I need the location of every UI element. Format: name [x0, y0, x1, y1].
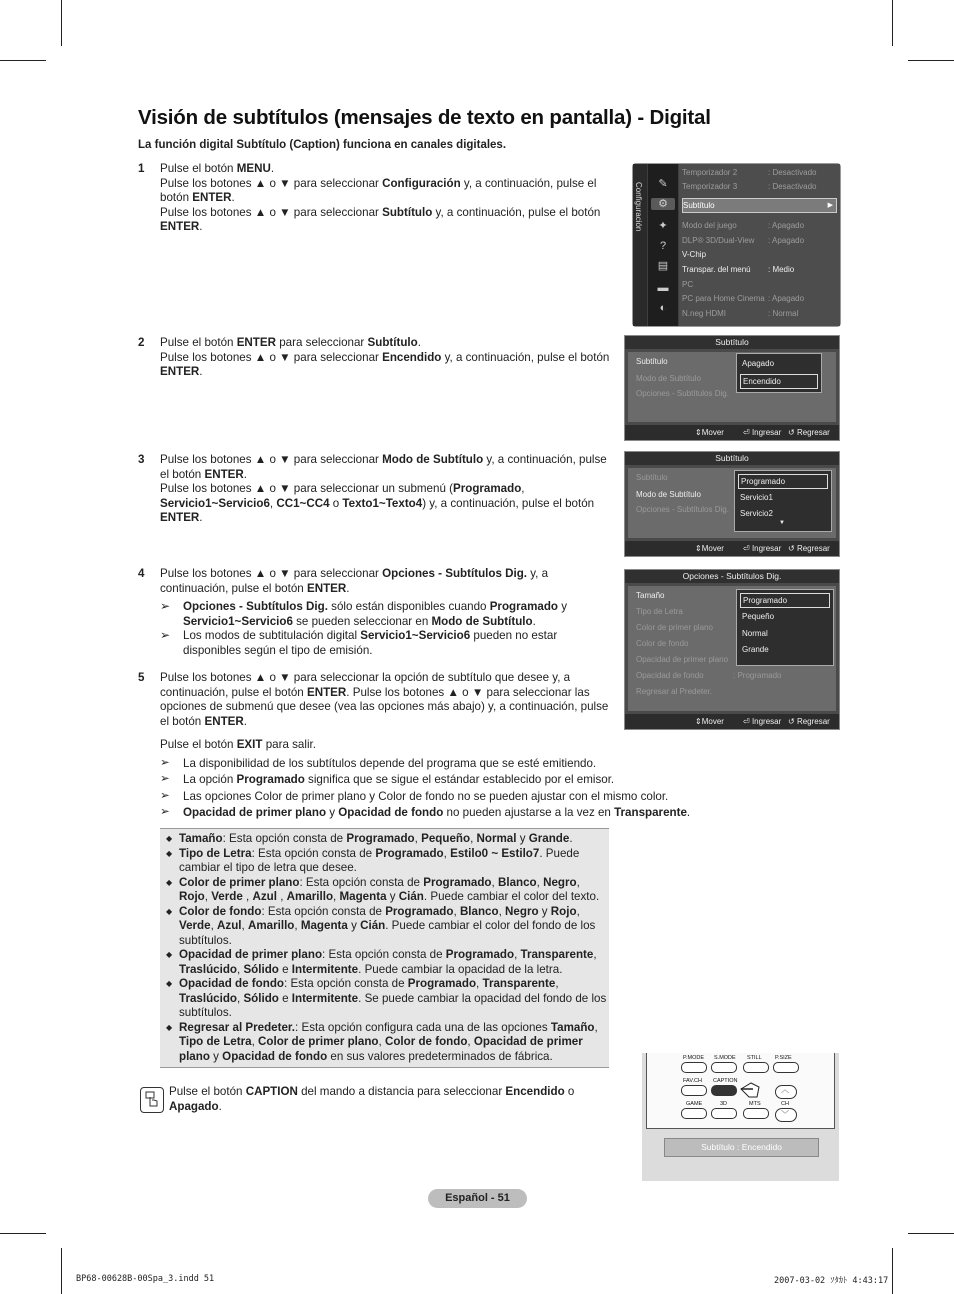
osd-item[interactable]: Modo de Subtítulo: [636, 374, 701, 383]
diamond-bullet-icon: ◆: [166, 979, 173, 988]
menu-list: [679, 164, 840, 326]
step-number: 2: [138, 336, 145, 349]
menu-row[interactable]: N.neg HDMI : Normal: [682, 309, 799, 318]
button-label: MTS: [749, 1101, 761, 1107]
osd-title: Subtítulo: [625, 452, 839, 465]
favch-button[interactable]: [681, 1085, 707, 1096]
return-icon: ↺: [788, 544, 795, 553]
popup-option[interactable]: Normal: [742, 629, 768, 638]
pmode-button[interactable]: [681, 1062, 707, 1073]
menu-icon-column: [648, 164, 678, 326]
osd-item[interactable]: Regresar al Predeter.: [636, 687, 713, 696]
step-line: Pulse el botón ENTER para seleccionar Subtítulo.: [160, 336, 421, 349]
osd-digital-options-menu: [624, 569, 840, 730]
popup-option[interactable]: Pequeño: [742, 612, 775, 621]
option-item: ◆ Tipo de Letra: Esta opción consta de Programado, Estilo0 ~ Estilo7. Puede cambiar el tipo de letra que desee.: [166, 846, 580, 874]
help-icon[interactable]: ?: [659, 240, 667, 252]
menu-row[interactable]: Transpar. del menú : Medio: [682, 265, 795, 274]
setup-gear-icon[interactable]: ⚙: [651, 198, 675, 210]
crop-mark: [908, 1233, 954, 1234]
osd-item[interactable]: Opciones - Subtítulos Dig.: [636, 505, 729, 514]
scroll-down-icon[interactable]: ▼: [779, 520, 785, 526]
smode-button[interactable]: [711, 1062, 737, 1073]
menu-row[interactable]: PC: [682, 280, 694, 289]
move-hint: ⇕Mover: [695, 544, 724, 553]
move-hint: ⇕Mover: [695, 428, 724, 437]
osd-popup: [736, 353, 822, 393]
option-item: ◆ Regresar al Predeter.: Esta opción configura cada una de las opciones Tamaño, Tipo de Letra, Color de primer plano, Color de fondo, Opacidad de primer plano y Opacidad de fondo en sus valores predeterminados de fábrica.: [166, 1020, 598, 1063]
pointing-hand-icon: [739, 1079, 761, 1099]
option-item: ◆ Tamaño: Esta opción consta de Programado, Pequeño, Normal y Grande.: [166, 832, 573, 845]
crop-mark: [0, 60, 46, 61]
note-arrow-icon: ➢: [160, 599, 171, 613]
osd-footer: [625, 425, 839, 440]
sound-icon[interactable]: ▬: [657, 282, 669, 294]
osd-item[interactable]: Color de primer plano: [636, 623, 713, 632]
button-label: GAME: [686, 1101, 703, 1107]
page-title: Visión de subtítulos (mensajes de texto en pantalla) - Digital: [138, 106, 711, 129]
note-arrow-icon: ➢: [160, 628, 171, 642]
osd-setup-menu: [632, 163, 841, 327]
file-slug: BP68-00628B-00Spa_3.indd 51: [76, 1274, 215, 1284]
remote-body: [646, 1053, 835, 1129]
osd-item[interactable]: Subtítulo: [636, 357, 668, 366]
option-item: ◆ Color de fondo: Esta opción consta de Programado, Blanco, Negro y Rojo, Verde, Azul, Amarillo, Magenta y Cián. Puede cambiar el color del fondo de los subtítulos.: [166, 904, 596, 947]
osd-item[interactable]: Modo de Subtítulo: [636, 490, 701, 499]
bottom-note-3: ➢ Las opciones Color de primer plano y Color de fondo no se pueden ajustar con el mismo color.: [160, 789, 669, 803]
step-line: Pulse los botones ▲ o ▼ para seleccionar Subtítulo y, a continuación, pulse el botón ENTER.: [160, 205, 601, 233]
updown-icon: ⇕: [695, 717, 702, 726]
osd-popup: [734, 470, 832, 532]
menu-side-label: Configuración: [634, 182, 643, 232]
game-button[interactable]: [681, 1108, 707, 1119]
osd-item-value: : Programado: [733, 671, 782, 680]
picture-icon[interactable]: ✎: [658, 178, 668, 190]
menu-row[interactable]: Modo del juego : Apagado: [682, 221, 805, 230]
exit-line: Pulse el botón EXIT para salir.: [160, 738, 316, 751]
input-icon[interactable]: ▤: [657, 260, 669, 272]
button-label: S.MODE: [714, 1055, 736, 1061]
osd-item[interactable]: Opciones - Subtítulos Dig.: [636, 389, 729, 398]
note-arrow-icon: ➢: [160, 789, 170, 802]
button-label: CH: [781, 1101, 789, 1107]
arrow-right-icon: ▶: [827, 202, 833, 209]
note-arrow-icon: ➢: [160, 756, 170, 769]
option-item: ◆ Opacidad de fondo: Esta opción consta de Programado, Transparente, Traslúcido, Sólido e Intermitente. Se puede cambiar la opacidad del fondo de los subtítulos.: [166, 977, 607, 1019]
step-number: 5: [138, 671, 145, 684]
step-line: Pulse los botones ▲ o ▼ para seleccionar un submenú (Programado, Servicio1~Servicio6, CC1~CC4 o Texto1~Texto4) y, a continuación, pulse el botón ENTER.: [160, 482, 595, 524]
note-text: Opciones - Subtítulos Dig. sólo están disponibles cuando Programado y Servicio1~Servicio6 se pueden seleccionar en Modo de Subtítulo.: [183, 600, 568, 628]
button-label: P.SIZE: [775, 1055, 792, 1061]
button-label: 3D: [720, 1101, 728, 1107]
enter-icon: ⏎: [743, 428, 750, 437]
note-hand-icon: [140, 1087, 164, 1113]
osd-caption-mode-menu: [624, 451, 840, 557]
crop-mark: [908, 60, 954, 61]
diamond-bullet-icon: ◆: [166, 1022, 173, 1032]
enter-icon: ⏎: [743, 717, 750, 726]
note-text: Los modos de subtitulación digital Servicio1~Servicio6 pueden no estar disponibles según el tipo de emisión.: [183, 629, 558, 657]
osd-footer: [625, 541, 839, 556]
step-line: Pulse los botones ▲ o ▼ para seleccionar Modo de Subtítulo y, a continuación, pulse el botón ENTER.: [160, 453, 607, 481]
diamond-bullet-icon: ◆: [166, 950, 173, 959]
step-line: Pulse los botones ▲ o ▼ para seleccionar la opción de subtítulo que desee y, a continuación, pulse el botón ENTER. Pulse los botones ▲ o ▼ para seleccionar las opciones de submenú que desee (vea las opciones más abajo) y, a continuación, pulse el botón ENTER.: [160, 671, 609, 728]
crop-mark: [61, 1248, 62, 1294]
chevron-up-icon: ︿: [781, 1085, 789, 1094]
diamond-bullet-icon: ◆: [166, 906, 173, 916]
osd-item[interactable]: Subtítulo: [636, 473, 668, 482]
osd-title: Subtítulo: [625, 336, 839, 349]
caption-note: Pulse el botón CAPTION del mando a distancia para seleccionar Encendido o Apagado.: [169, 1085, 575, 1113]
popup-option[interactable]: Servicio2: [740, 509, 773, 518]
osd-subtitle-menu: [624, 335, 840, 441]
enter-hint: ⏎ Ingresar: [743, 428, 782, 437]
crop-mark: [0, 1233, 46, 1234]
note-arrow-icon: ➢: [160, 805, 170, 818]
note: [160, 629, 616, 658]
step-line: Pulse el botón MENU.: [160, 162, 275, 175]
updown-icon: ⇕: [695, 428, 702, 437]
print-timestamp: 2007-03-02 ｿﾀｶﾄ 4:43:17: [774, 1276, 889, 1286]
enter-icon: ⏎: [743, 544, 750, 553]
crop-mark: [892, 0, 893, 46]
osd-item[interactable]: Tipo de Letra: [636, 607, 683, 616]
return-icon: ↺: [788, 428, 795, 437]
popup-option[interactable]: Apagado: [742, 359, 775, 368]
step-number: 3: [138, 453, 145, 466]
menu-row[interactable]: DLP® 3D/Dual-View : Apagado: [682, 236, 805, 245]
caption-button[interactable]: [711, 1085, 737, 1096]
still-button[interactable]: [743, 1062, 769, 1073]
intro-text: La función digital Subtítulo (Caption) funciona en canales digitales.: [138, 139, 507, 151]
button-label: CAPTION: [713, 1078, 738, 1084]
popup-option-selected[interactable]: Encendido: [740, 374, 818, 389]
popup-option-selected[interactable]: Programado: [738, 474, 828, 489]
crop-mark: [61, 0, 62, 46]
step-1: [138, 162, 616, 235]
return-hint: ↺ Regresar: [788, 544, 830, 553]
remote-illustration: [642, 1053, 839, 1181]
chevron-down-icon: ﹀: [781, 1110, 789, 1119]
step-2: [138, 336, 616, 380]
step-5: [138, 671, 616, 729]
step-line: Pulse los botones ▲ o ▼ para seleccionar Configuración y, a continuación, pulse el botón ENTER.: [160, 176, 597, 204]
popup-option-selected[interactable]: Programado: [740, 593, 830, 608]
note: [160, 600, 616, 629]
subtitle-status-bar: Subtítulo : Encendido: [664, 1138, 819, 1157]
step-3: [138, 453, 616, 526]
channel-icon[interactable]: ✦: [658, 220, 668, 232]
step-number: 1: [138, 162, 145, 175]
menu-row[interactable]: V-Chip: [682, 250, 707, 259]
move-hint: ⇕Mover: [695, 717, 724, 726]
enter-hint: ⏎ Ingresar: [743, 717, 782, 726]
osd-title: Opciones - Subtítulos Dig.: [625, 570, 839, 583]
note-arrow-icon: ➢: [160, 772, 170, 785]
crop-mark: [892, 1248, 893, 1294]
menu-row[interactable]: Temporizador 2 : Desactivado: [682, 168, 817, 177]
menu-row-subtitle[interactable]: Subtítulo ▶: [682, 198, 837, 213]
diamond-bullet-icon: ◆: [166, 848, 173, 858]
bottom-note-2: ➢ La opción Programado significa que se sigue el estándar establecido por el emisor.: [160, 772, 615, 786]
updown-icon: ⇕: [695, 544, 702, 553]
return-hint: ↺ Regresar: [788, 428, 830, 437]
popup-option[interactable]: Grande: [742, 645, 769, 654]
button-label: P.MODE: [683, 1055, 704, 1061]
return-icon: ↺: [788, 717, 795, 726]
menu-row[interactable]: PC para Home Cinema : Apagado: [682, 294, 805, 303]
osd-popup: [736, 589, 834, 666]
osd-item[interactable]: Opacidad de fondo: [636, 671, 704, 680]
step-4: [138, 567, 616, 658]
page-number: Español - 51: [428, 1189, 527, 1208]
option-item: ◆ Opacidad de primer plano: Esta opción consta de Programado, Transparente, Traslúcido, Sólido e Intermitente. Puede cambiar la opacidad de la letra.: [166, 948, 597, 976]
diamond-bullet-icon: ◆: [166, 877, 173, 887]
3d-button[interactable]: [711, 1108, 737, 1119]
diamond-bullet-icon: ◆: [166, 834, 173, 843]
application-icon[interactable]: ◐: [659, 302, 667, 314]
popup-option[interactable]: Servicio1: [740, 493, 773, 502]
enter-hint: ⏎ Ingresar: [743, 544, 782, 553]
button-label: STILL: [747, 1055, 762, 1061]
osd-footer: [625, 714, 839, 729]
osd-item[interactable]: Tamaño: [636, 591, 665, 600]
osd-item[interactable]: Opacidad de primer plano: [636, 655, 729, 664]
option-item: ◆ Color de primer plano: Esta opción consta de Programado, Blanco, Negro, Rojo, Verde , Azul , Amarillo, Magenta y Cián. Puede cambiar el color del texto.: [166, 875, 600, 903]
osd-item[interactable]: Color de fondo: [636, 639, 689, 648]
return-hint: ↺ Regresar: [788, 717, 830, 726]
bottom-note-1: ➢ La disponibilidad de los subtítulos depende del programa que se esté emitiendo.: [160, 756, 597, 770]
step-number: 4: [138, 567, 145, 580]
step-line: Pulse los botones ▲ o ▼ para seleccionar Encendido y, a continuación, pulse el botón ENTER.: [160, 350, 610, 378]
button-label: FAV.CH: [683, 1078, 702, 1084]
options-box: [160, 828, 609, 1068]
bottom-note-4: ➢ Opacidad de primer plano y Opacidad de fondo no pueden ajustarse a la vez en Transparente.: [160, 805, 691, 819]
step-line: Pulse los botones ▲ o ▼ para seleccionar Opciones - Subtítulos Dig. y, a continuación, pulse el botón ENTER.: [160, 567, 549, 595]
mts-button[interactable]: [743, 1108, 769, 1119]
psize-button[interactable]: [773, 1062, 799, 1073]
menu-row[interactable]: Temporizador 3 : Desactivado: [682, 182, 817, 191]
